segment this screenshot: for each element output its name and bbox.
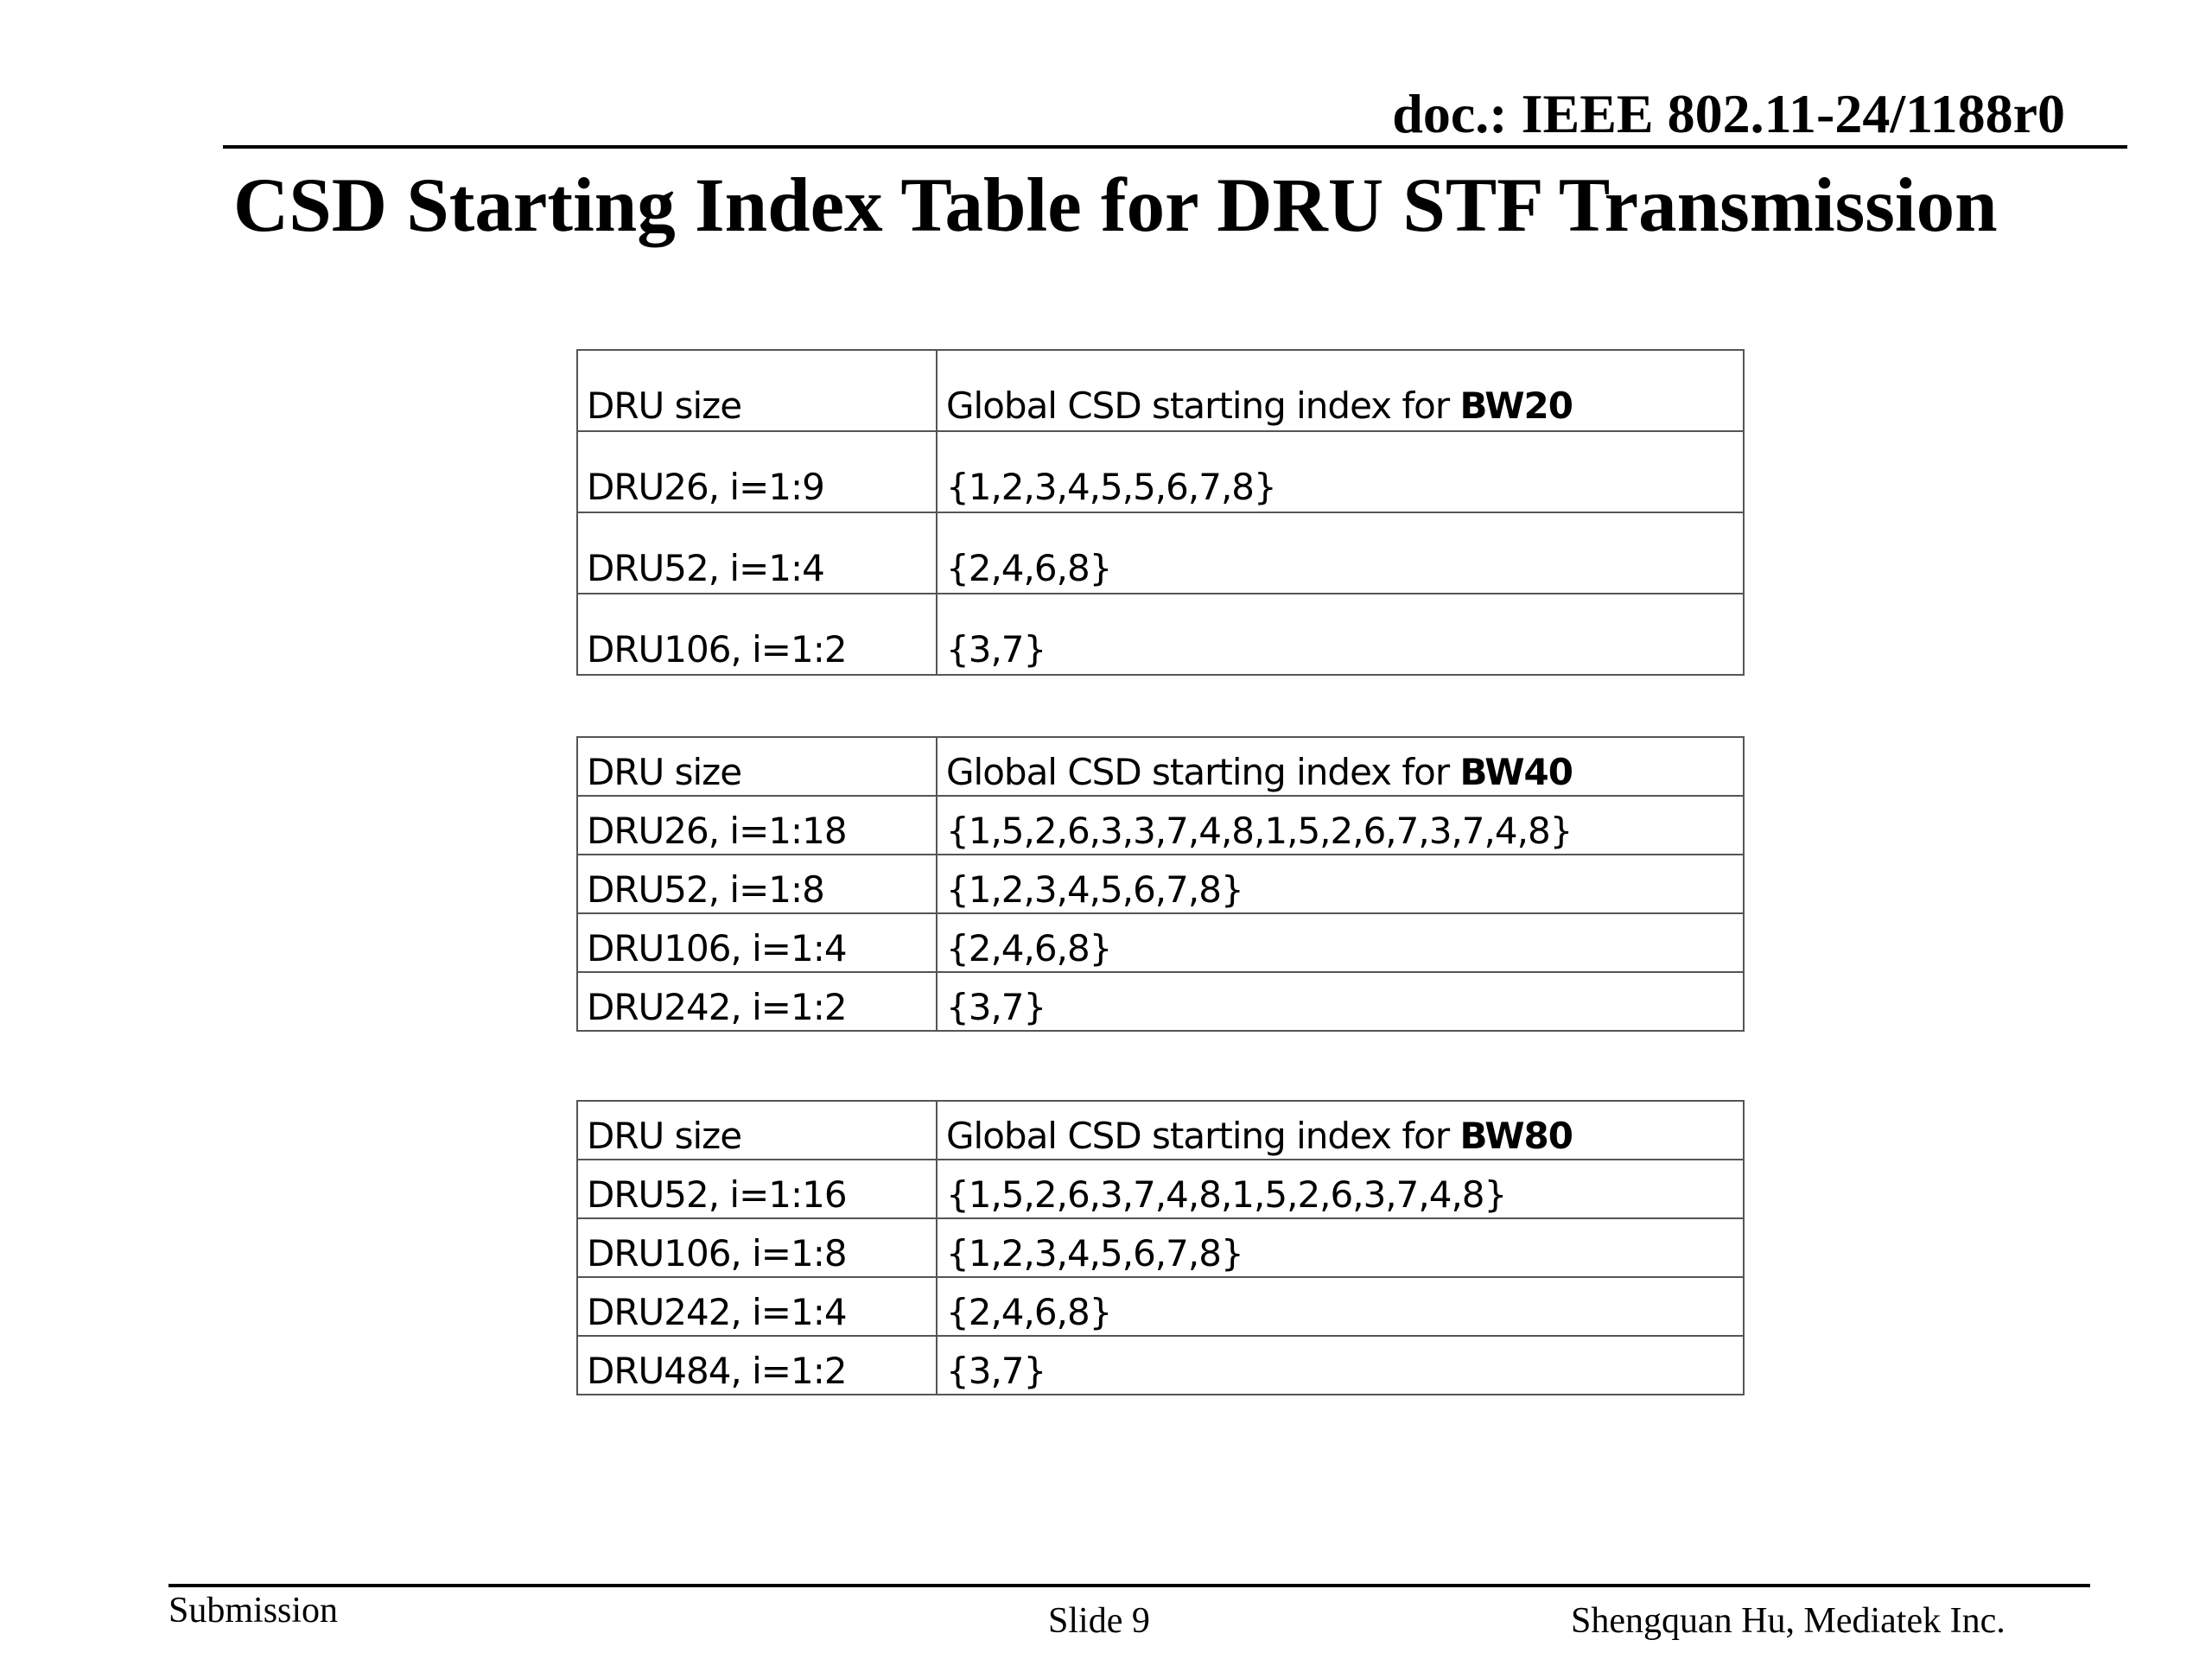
dru-size-cell: DRU106, i=1:4 (577, 913, 937, 972)
table-row (577, 1277, 1744, 1336)
table-row (577, 796, 1744, 855)
header-divider (223, 145, 2127, 149)
dru-size-cell: DRU52, i=1:8 (577, 855, 937, 913)
csd-index-cell: {3,7} (937, 594, 1744, 675)
bandwidth-label: BW80 (1459, 1115, 1573, 1157)
table-row (577, 913, 1744, 972)
table-row (577, 855, 1744, 913)
header-cell-csd-index (937, 737, 1744, 796)
csd-table-bw40 (576, 736, 1745, 1032)
dru-size-cell: DRU26, i=1:18 (577, 796, 937, 855)
table-row (577, 1160, 1744, 1218)
table-header-row (577, 1101, 1744, 1160)
bandwidth-label: BW40 (1459, 751, 1573, 793)
csd-index-cell: {1,2,3,4,5,5,6,7,8} (937, 431, 1744, 512)
dru-size-cell: DRU242, i=1:2 (577, 972, 937, 1031)
footer-submission: Submission (168, 1591, 339, 1630)
header-text: Global CSD starting index for (946, 385, 1460, 427)
table-header-row (577, 350, 1744, 431)
csd-index-cell: {2,4,6,8} (937, 1277, 1744, 1336)
table-header-row (577, 737, 1744, 796)
dru-size-cell: DRU106, i=1:8 (577, 1218, 937, 1277)
csd-index-cell: {3,7} (937, 972, 1744, 1031)
table-row (577, 1218, 1744, 1277)
header-text: Global CSD starting index for (946, 1115, 1460, 1157)
footer-author: Shengquan Hu, Mediatek Inc. (1571, 1601, 2005, 1641)
csd-index-cell: {1,5,2,6,3,3,7,4,8,1,5,2,6,7,3,7,4,8} (937, 796, 1744, 855)
table-row (577, 1336, 1744, 1395)
csd-index-cell: {1,2,3,4,5,6,7,8} (937, 855, 1744, 913)
table-row (577, 594, 1744, 675)
header-text: Global CSD starting index for (946, 751, 1460, 793)
table-row (577, 972, 1744, 1031)
dru-size-cell: DRU52, i=1:16 (577, 1160, 937, 1218)
csd-index-cell: {3,7} (937, 1336, 1744, 1395)
document-id: doc.: IEEE 802.11-24/1188r0 (1392, 83, 2065, 144)
bandwidth-label: BW20 (1459, 385, 1573, 427)
csd-index-cell: {2,4,6,8} (937, 512, 1744, 594)
footer-divider (168, 1584, 2090, 1587)
dru-size-cell: DRU484, i=1:2 (577, 1336, 937, 1395)
header-cell-dru-size: DRU size (577, 1101, 937, 1160)
csd-index-cell: {1,5,2,6,3,7,4,8,1,5,2,6,3,7,4,8} (937, 1160, 1744, 1218)
csd-index-cell: {1,2,3,4,5,6,7,8} (937, 1218, 1744, 1277)
csd-index-cell: {2,4,6,8} (937, 913, 1744, 972)
slide-title: CSD Starting Index Table for DRU STF Transmission (233, 163, 1998, 248)
dru-size-cell: DRU26, i=1:9 (577, 431, 937, 512)
dru-size-cell: DRU106, i=1:2 (577, 594, 937, 675)
csd-table-bw80 (576, 1100, 1745, 1395)
csd-table-bw20 (576, 349, 1745, 676)
header-cell-dru-size: DRU size (577, 737, 937, 796)
table-row (577, 431, 1744, 512)
dru-size-cell: DRU52, i=1:4 (577, 512, 937, 594)
footer-slide-number: Slide 9 (1048, 1601, 1150, 1641)
dru-size-cell: DRU242, i=1:4 (577, 1277, 937, 1336)
header-cell-csd-index (937, 1101, 1744, 1160)
header-cell-dru-size: DRU size (577, 350, 937, 431)
header-cell-csd-index (937, 350, 1744, 431)
table-row (577, 512, 1744, 594)
